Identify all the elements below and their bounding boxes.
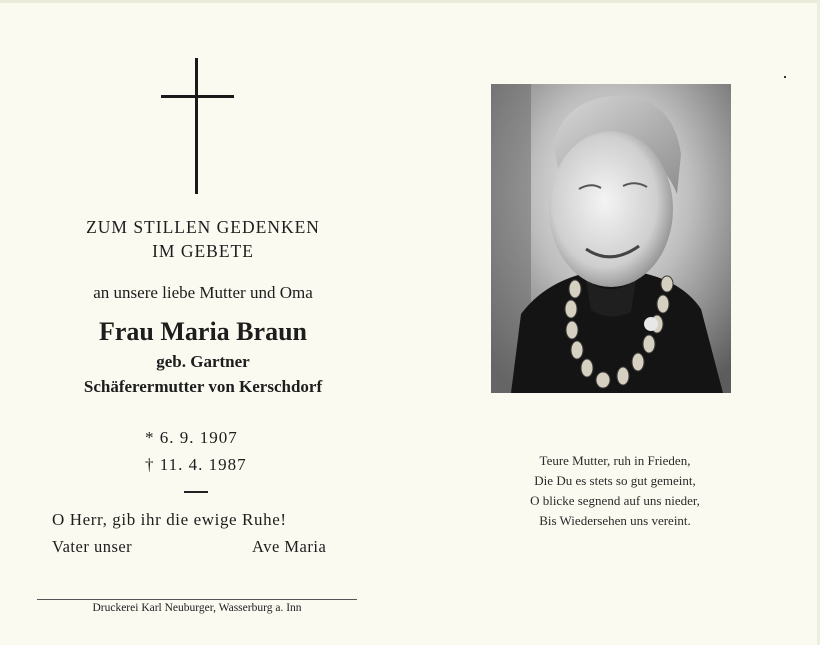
portrait-photo bbox=[491, 84, 731, 393]
verse-line-1: Teure Mutter, ruh in Frieden, bbox=[539, 453, 691, 468]
footer-rule bbox=[37, 599, 357, 600]
verse-line-3: O blicke segnend auf uns nieder, bbox=[530, 493, 700, 508]
prayer-line: O Herr, gib ihr die ewige Ruhe! bbox=[52, 510, 287, 529]
card-edge bbox=[0, 0, 820, 3]
birth-date: * 6. 9. 1907 bbox=[145, 428, 238, 447]
heading-line-2: IM GEBETE bbox=[152, 241, 254, 261]
prayer-vater-unser: Vater unser bbox=[52, 537, 133, 556]
death-date: † 11. 4. 1987 bbox=[145, 455, 247, 474]
deceased-name: Frau Maria Braun bbox=[99, 317, 307, 346]
verse-line-2: Die Du es stets so gut gemeint, bbox=[534, 473, 696, 488]
verse-line-4: Bis Wiedersehen uns vereint. bbox=[539, 513, 691, 528]
intro-text: an unsere liebe Mutter und Oma bbox=[93, 283, 313, 302]
printer-credit: Druckerei Karl Neuburger, Wasserburg a. Inn bbox=[92, 602, 302, 614]
birth-name: geb. Gartner bbox=[156, 352, 250, 371]
cross-icon bbox=[155, 58, 240, 194]
prayer-ave-maria: Ave Maria bbox=[252, 537, 327, 556]
speck bbox=[784, 76, 786, 78]
divider-dash bbox=[184, 491, 208, 493]
deceased-title: Schäferermutter von Kerschdorf bbox=[83, 377, 323, 396]
heading-line-1: ZUM STILLEN GEDENKEN bbox=[86, 217, 320, 237]
